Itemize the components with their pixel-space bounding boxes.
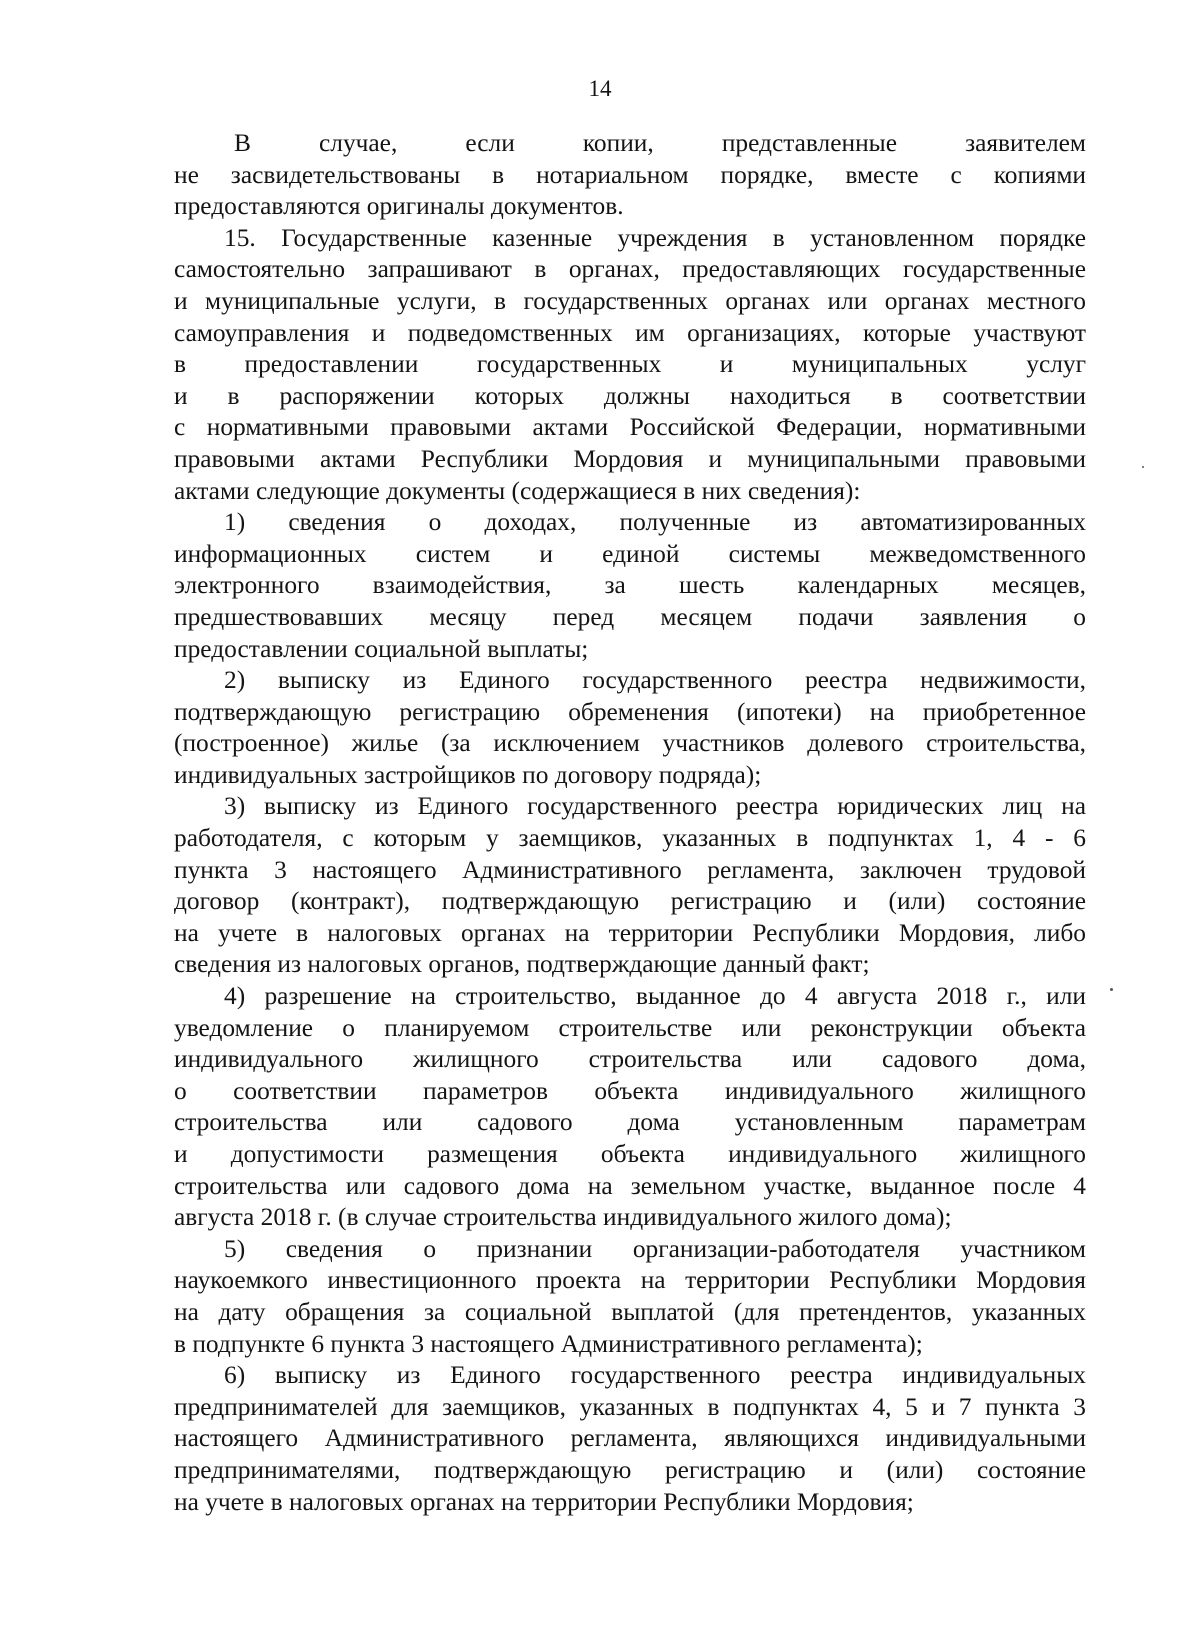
text-line: и муниципальные услуги, в государственных органах или органах местного bbox=[174, 286, 1086, 315]
text-line: наукоемкого инвестиционного проекта на территории Республики Мордовия bbox=[174, 1266, 1086, 1295]
text-line: электронного взаимодействия, за шесть календарных месяцев, bbox=[174, 571, 1086, 600]
text-line: В случае, если копии, представленные заявителем bbox=[234, 129, 1086, 157]
scan-speck bbox=[1142, 466, 1144, 468]
text-line: 5) сведения о признании организации-работодателя участником bbox=[224, 1234, 1086, 1263]
text-line: уведомление о планируемом строительстве или реконструкции объекта bbox=[174, 1013, 1086, 1042]
text-line: подтверждающую регистрацию обременения (ипотеки) на приобретенное bbox=[174, 697, 1086, 726]
text-line: о соответствии параметров объекта индивидуального жилищного bbox=[174, 1076, 1086, 1105]
text-line: 6) выписку из Единого государственного реестра индивидуальных bbox=[224, 1361, 1086, 1390]
text-line: и в распоряжении которых должны находиться в соответствии bbox=[174, 381, 1086, 410]
text-line: строительства или садового дома установленным параметрам bbox=[174, 1108, 1086, 1137]
text-line: предшествовавших месяцу перед месяцем подачи заявления о bbox=[174, 602, 1086, 631]
text-line: 3) выписку из Единого государственного реестра юридических лиц на bbox=[224, 792, 1086, 821]
text-line: работодателя, с которым у заемщиков, указанных в подпунктах 1, 4 - 6 bbox=[174, 824, 1086, 853]
text-line: сведения из налоговых органов, подтверждающие данный факт; bbox=[174, 950, 870, 979]
text-line: предпринимателями, подтверждающую регистрацию и (или) состояние bbox=[174, 1455, 1086, 1484]
text-line: августа 2018 г. (в случае строительства индивидуального жилого дома); bbox=[174, 1203, 952, 1232]
text-line: и допустимости размещения объекта индивидуального жилищного bbox=[174, 1140, 1086, 1168]
text-line: договор (контракт), подтверждающую регистрацию и (или) состояние bbox=[174, 887, 1086, 916]
text-line: 1) сведения о доходах, полученные из автоматизированных bbox=[224, 508, 1086, 537]
paragraph bbox=[174, 507, 1086, 665]
text-line: на учете в налоговых органах на территории Республики Мордовия; bbox=[174, 1487, 914, 1516]
text-line: в подпункте 6 пункта 3 настоящего Административного регламента); bbox=[174, 1329, 923, 1358]
paragraph bbox=[174, 665, 1086, 791]
text-line: пункта 3 настоящего Административного регламента, заключен трудовой bbox=[174, 855, 1086, 884]
text-line: 2) выписку из Единого государственного реестра недвижимости, bbox=[224, 666, 1086, 695]
text-line: индивидуального жилищного строительства или садового дома, bbox=[174, 1045, 1086, 1074]
document-body bbox=[174, 128, 1086, 1518]
paragraph bbox=[174, 981, 1086, 1234]
text-line: с нормативными правовыми актами Российской Федерации, нормативными bbox=[174, 413, 1086, 442]
page-number: 14 bbox=[588, 76, 612, 101]
paragraph bbox=[174, 223, 1086, 507]
text-line: самоуправления и подведомственных им организациях, которые участвуют bbox=[174, 318, 1086, 347]
text-line: на дату обращения за социальной выплатой (для претендентов, указанных bbox=[174, 1297, 1086, 1326]
text-line: строительства или садового дома на земельном участке, выданное после 4 bbox=[174, 1171, 1086, 1200]
text-line: информационных систем и единой системы межведомственного bbox=[174, 539, 1086, 568]
text-line: настоящего Административного регламента, являющихся индивидуальными bbox=[174, 1424, 1086, 1453]
text-line: не засвидетельствованы в нотариальном порядке, вместе с копиями bbox=[174, 160, 1086, 189]
paragraph bbox=[174, 1360, 1086, 1518]
text-line: в предоставлении государственных и муниципальных услуг bbox=[174, 350, 1086, 379]
text-line: 4) разрешение на строительство, выданное до 4 августа 2018 г., или bbox=[224, 982, 1086, 1011]
paragraph bbox=[174, 128, 1086, 223]
text-line: актами следующие документы (содержащиеся в них сведения): bbox=[174, 476, 861, 505]
text-line: предоставлении социальной выплаты; bbox=[174, 634, 589, 663]
text-line: правовыми актами Республики Мордовия и муниципальными правовыми bbox=[174, 444, 1086, 473]
text-line: самостоятельно запрашивают в органах, предоставляющих государственные bbox=[174, 255, 1086, 284]
text-line: предоставляются оригиналы документов. bbox=[174, 192, 624, 221]
paragraph bbox=[174, 1234, 1086, 1360]
text-line: индивидуальных застройщиков по договору подряда); bbox=[174, 760, 762, 789]
scan-speck bbox=[1110, 988, 1113, 991]
text-line: предпринимателей для заемщиков, указанных в подпунктах 4, 5 и 7 пункта 3 bbox=[174, 1392, 1086, 1421]
text-line: 15. Государственные казенные учреждения в установленном порядке bbox=[224, 223, 1086, 252]
text-line: на учете в налоговых органах на территории Республики Мордовия, либо bbox=[174, 918, 1086, 947]
text-line: (построенное) жилье (за исключением участников долевого строительства, bbox=[174, 729, 1086, 758]
paragraph bbox=[174, 791, 1086, 981]
